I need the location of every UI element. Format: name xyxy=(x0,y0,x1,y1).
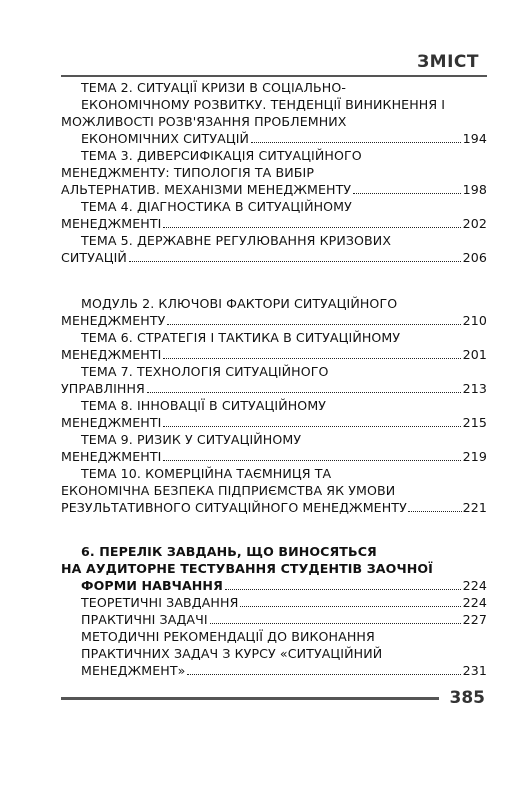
toc-entry-line: ТЕМА 4. ДІАГНОСТИКА В СИТУАЦІЙНОМУ xyxy=(81,199,352,214)
toc-entry-topic-9[interactable] xyxy=(61,431,487,465)
toc-entry-line: МЕНЕДЖМЕНТІ xyxy=(61,449,162,464)
dot-leader xyxy=(408,511,462,512)
toc-entry-line: ТЕМА 10. КОМЕРЦІЙНА ТАЄМНИЦЯ ТА xyxy=(81,466,332,481)
page-number: 385 xyxy=(449,688,485,708)
toc-entry-line: ЕКОНОМІЧНА БЕЗПЕКА ПІДПРИЄМСТВА ЯК УМОВИ xyxy=(61,483,396,498)
dot-leader xyxy=(129,261,461,262)
section-title: ЗМІСТ xyxy=(417,52,479,72)
toc-entry-line: НА АУДИТОРНЕ ТЕСТУВАННЯ СТУДЕНТІВ ЗАОЧНОЇ xyxy=(61,561,433,576)
toc-entry-line: МЕНЕДЖМЕНТУ xyxy=(61,313,166,328)
toc-entry-line: ЕКОНОМІЧНОМУ РОЗВИТКУ. ТЕНДЕНЦІЇ ВИНИКНЕННЯ І xyxy=(81,97,446,112)
dot-leader xyxy=(167,324,460,325)
toc-group-topics-1 xyxy=(61,79,487,266)
header-rule xyxy=(61,75,487,77)
toc-entry-practical-tasks[interactable] xyxy=(61,611,487,628)
toc-group-tasks xyxy=(61,543,487,679)
dot-leader xyxy=(187,674,460,675)
toc-entry-line: РЕЗУЛЬТАТИВНОГО СИТУАЦІЙНОГО МЕНЕДЖМЕНТУ xyxy=(61,500,407,515)
toc-entry-line: МЕНЕДЖМЕНТІ xyxy=(61,347,162,362)
toc-page-number: 219 xyxy=(462,449,487,464)
toc-entry-line: МЕТОДИЧНІ РЕКОМЕНДАЦІЇ ДО ВИКОНАННЯ xyxy=(81,629,375,644)
toc-entry-line: ТЕМА 9. РИЗИК У СИТУАЦІЙНОМУ xyxy=(81,432,302,447)
toc-entry-line: МОДУЛЬ 2. КЛЮЧОВІ ФАКТОРИ СИТУАЦІЙНОГО xyxy=(81,296,398,311)
toc-entry-line: МЕНЕДЖМЕНТУ: ТИПОЛОГІЯ ТА ВИБІР xyxy=(61,165,315,180)
toc-entry-module-2[interactable] xyxy=(61,295,487,329)
toc-entry-line: МЕНЕДЖМЕНТІ xyxy=(61,216,162,231)
toc-page-number: 221 xyxy=(462,500,487,515)
dot-leader xyxy=(147,392,461,393)
toc-entry-topic-6[interactable] xyxy=(61,329,487,363)
toc-page-number: 227 xyxy=(462,612,487,627)
toc-entry-line: ТЕМА 3. ДИВЕРСИФІКАЦІЯ СИТУАЦІЙНОГО xyxy=(81,148,362,163)
toc-page-number: 202 xyxy=(462,216,487,231)
dot-leader xyxy=(163,358,460,359)
toc-page-number: 198 xyxy=(462,182,487,197)
toc-page-number: 194 xyxy=(462,131,487,146)
dot-leader xyxy=(210,623,461,624)
toc-page-number: 210 xyxy=(462,313,487,328)
toc-entry-line: ТЕМА 7. ТЕХНОЛОГІЯ СИТУАЦІЙНОГО xyxy=(81,364,329,379)
dot-leader xyxy=(353,193,461,194)
toc-entry-topic-8[interactable] xyxy=(61,397,487,431)
toc-page-number: 206 xyxy=(462,250,487,265)
toc-entry-line: 6. ПЕРЕЛІК ЗАВДАНЬ, ЩО ВИНОСЯТЬСЯ xyxy=(81,544,377,559)
toc-entry-line: ЕКОНОМІЧНИХ СИТУАЦІЙ xyxy=(81,131,250,146)
dot-leader xyxy=(163,460,460,461)
dot-leader xyxy=(251,142,461,143)
toc-entry-line: ТЕМА 8. ІННОВАЦІЇ В СИТУАЦІЙНОМУ xyxy=(81,398,327,413)
dot-leader xyxy=(240,606,460,607)
dot-leader xyxy=(163,426,460,427)
toc-entry-line: ПРАКТИЧНИХ ЗАДАЧ З КУРСУ «СИТУАЦІЙНИЙ xyxy=(81,646,383,661)
dot-leader xyxy=(225,589,461,590)
toc-page-number: 231 xyxy=(462,663,487,678)
toc-page-number: 224 xyxy=(462,595,487,610)
toc-entry-line: МОЖЛИВОСТІ РОЗВ'ЯЗАННЯ ПРОБЛЕМНИХ xyxy=(61,114,347,129)
toc-entry-line: ТЕМА 2. СИТУАЦІЇ КРИЗИ В СОЦІАЛЬНО- xyxy=(81,80,347,95)
toc-entry-line: АЛЬТЕРНАТИВ. МЕХАНІЗМИ МЕНЕДЖМЕНТУ xyxy=(61,182,352,197)
toc-page-number: 201 xyxy=(462,347,487,362)
toc-entry-theory-tasks[interactable] xyxy=(61,594,487,611)
toc-entry-line: ТЕМА 6. СТРАТЕГІЯ І ТАКТИКА В СИТУАЦІЙНОМУ xyxy=(81,330,401,345)
toc-page-number: 224 xyxy=(462,578,487,593)
footer-rule xyxy=(61,697,439,700)
toc-page-number: 215 xyxy=(462,415,487,430)
toc-entry-line: МЕНЕДЖМЕНТІ xyxy=(61,415,162,430)
toc-entry-line: ФОРМИ НАВЧАННЯ xyxy=(81,578,223,593)
toc-entry-line: ТЕМА 5. ДЕРЖАВНЕ РЕГУЛЮВАННЯ КРИЗОВИХ xyxy=(81,233,392,248)
toc-entry-line: МЕНЕДЖМЕНТ» xyxy=(81,663,186,678)
toc-entry-line: УПРАВЛІННЯ xyxy=(61,381,145,396)
toc-entry-line: СИТУАЦІЙ xyxy=(61,250,127,265)
toc-entry-topic-7[interactable] xyxy=(61,363,487,397)
toc-entry-topic-10[interactable] xyxy=(61,465,487,516)
toc-entry-topic-2[interactable] xyxy=(61,79,487,147)
dot-leader xyxy=(163,227,460,228)
toc-entry-topic-4[interactable] xyxy=(61,198,487,232)
toc-entry-topic-3[interactable] xyxy=(61,147,487,198)
toc-entry-line: ТЕОРЕТИЧНІ ЗАВДАННЯ xyxy=(81,595,239,610)
toc-entry-guidelines[interactable] xyxy=(61,628,487,679)
toc-entry-topic-5[interactable] xyxy=(61,232,487,266)
toc-group-module-2 xyxy=(61,295,487,516)
toc-page-number: 213 xyxy=(462,381,487,396)
toc-entry-section-6[interactable] xyxy=(61,543,487,594)
toc-entry-line: ПРАКТИЧНІ ЗАДАЧІ xyxy=(81,612,208,627)
